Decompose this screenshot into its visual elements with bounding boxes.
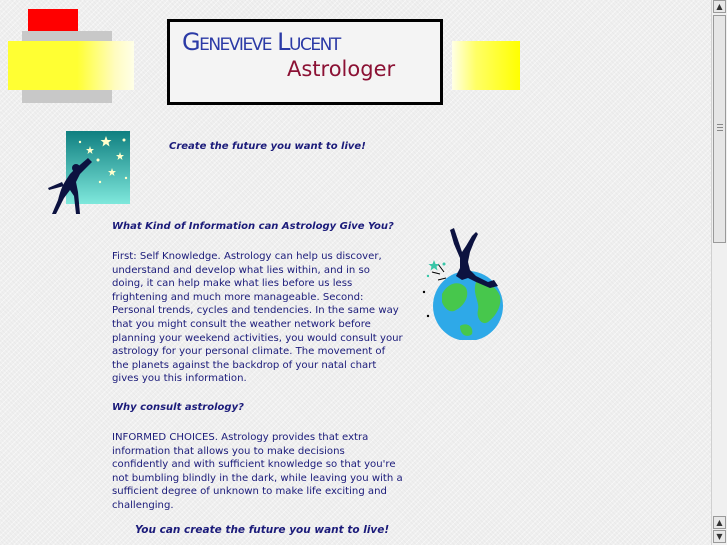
bottom-tagline: You can create the future you want to live!: [135, 524, 390, 536]
thumb-grip-line: [717, 130, 723, 131]
section-heading-info: What Kind of Information can Astrology Give You?: [112, 221, 394, 232]
site-role: Astrologer: [287, 57, 396, 81]
scroll-down-arrow-icon[interactable]: ▼: [713, 530, 726, 543]
globe-figure-clipart: [420, 222, 512, 340]
section-paragraph-why: INFORMED CHOICES. Astrology provides that extra information that allows you to make decisions confidently and with sufficient knowledge so that you're not bumbling blindly in the dark, while leaving you with a sufficient degree of unknown to make life exciting and challenging.: [112, 432, 403, 511]
thumb-grip-line: [717, 127, 723, 128]
thumb-grip-line: [717, 124, 723, 125]
section-heading-why: Why consult astrology?: [112, 402, 244, 413]
scrollbar-thumb[interactable]: [713, 15, 726, 243]
scroll-up-arrow-icon[interactable]: ▲: [713, 516, 726, 529]
tagline: Create the future you want to live!: [169, 141, 366, 152]
site-name: Genevieve Lucent: [182, 28, 340, 56]
reaching-for-stars-clipart: [40, 130, 132, 216]
decor-yellow-bar-right: [452, 41, 520, 90]
vertical-scrollbar[interactable]: [711, 0, 727, 545]
decor-yellow-bar-left: [8, 41, 134, 90]
scroll-up-arrow-icon[interactable]: ▲: [713, 0, 726, 13]
section-paragraph-info: First: Self Knowledge. Astrology can help us discover, understand and develop what lies within, and in so doing, it can help make what lies before us less frightening and much more manageable. Second: Personal trends, cycles and tendencies. In the same way that you might consult the weather network before planning your weekend activities, you would consult your astrology for your personal climate. The movement of the planets against the backdrop of your natal chart gives you this information.: [112, 251, 403, 385]
